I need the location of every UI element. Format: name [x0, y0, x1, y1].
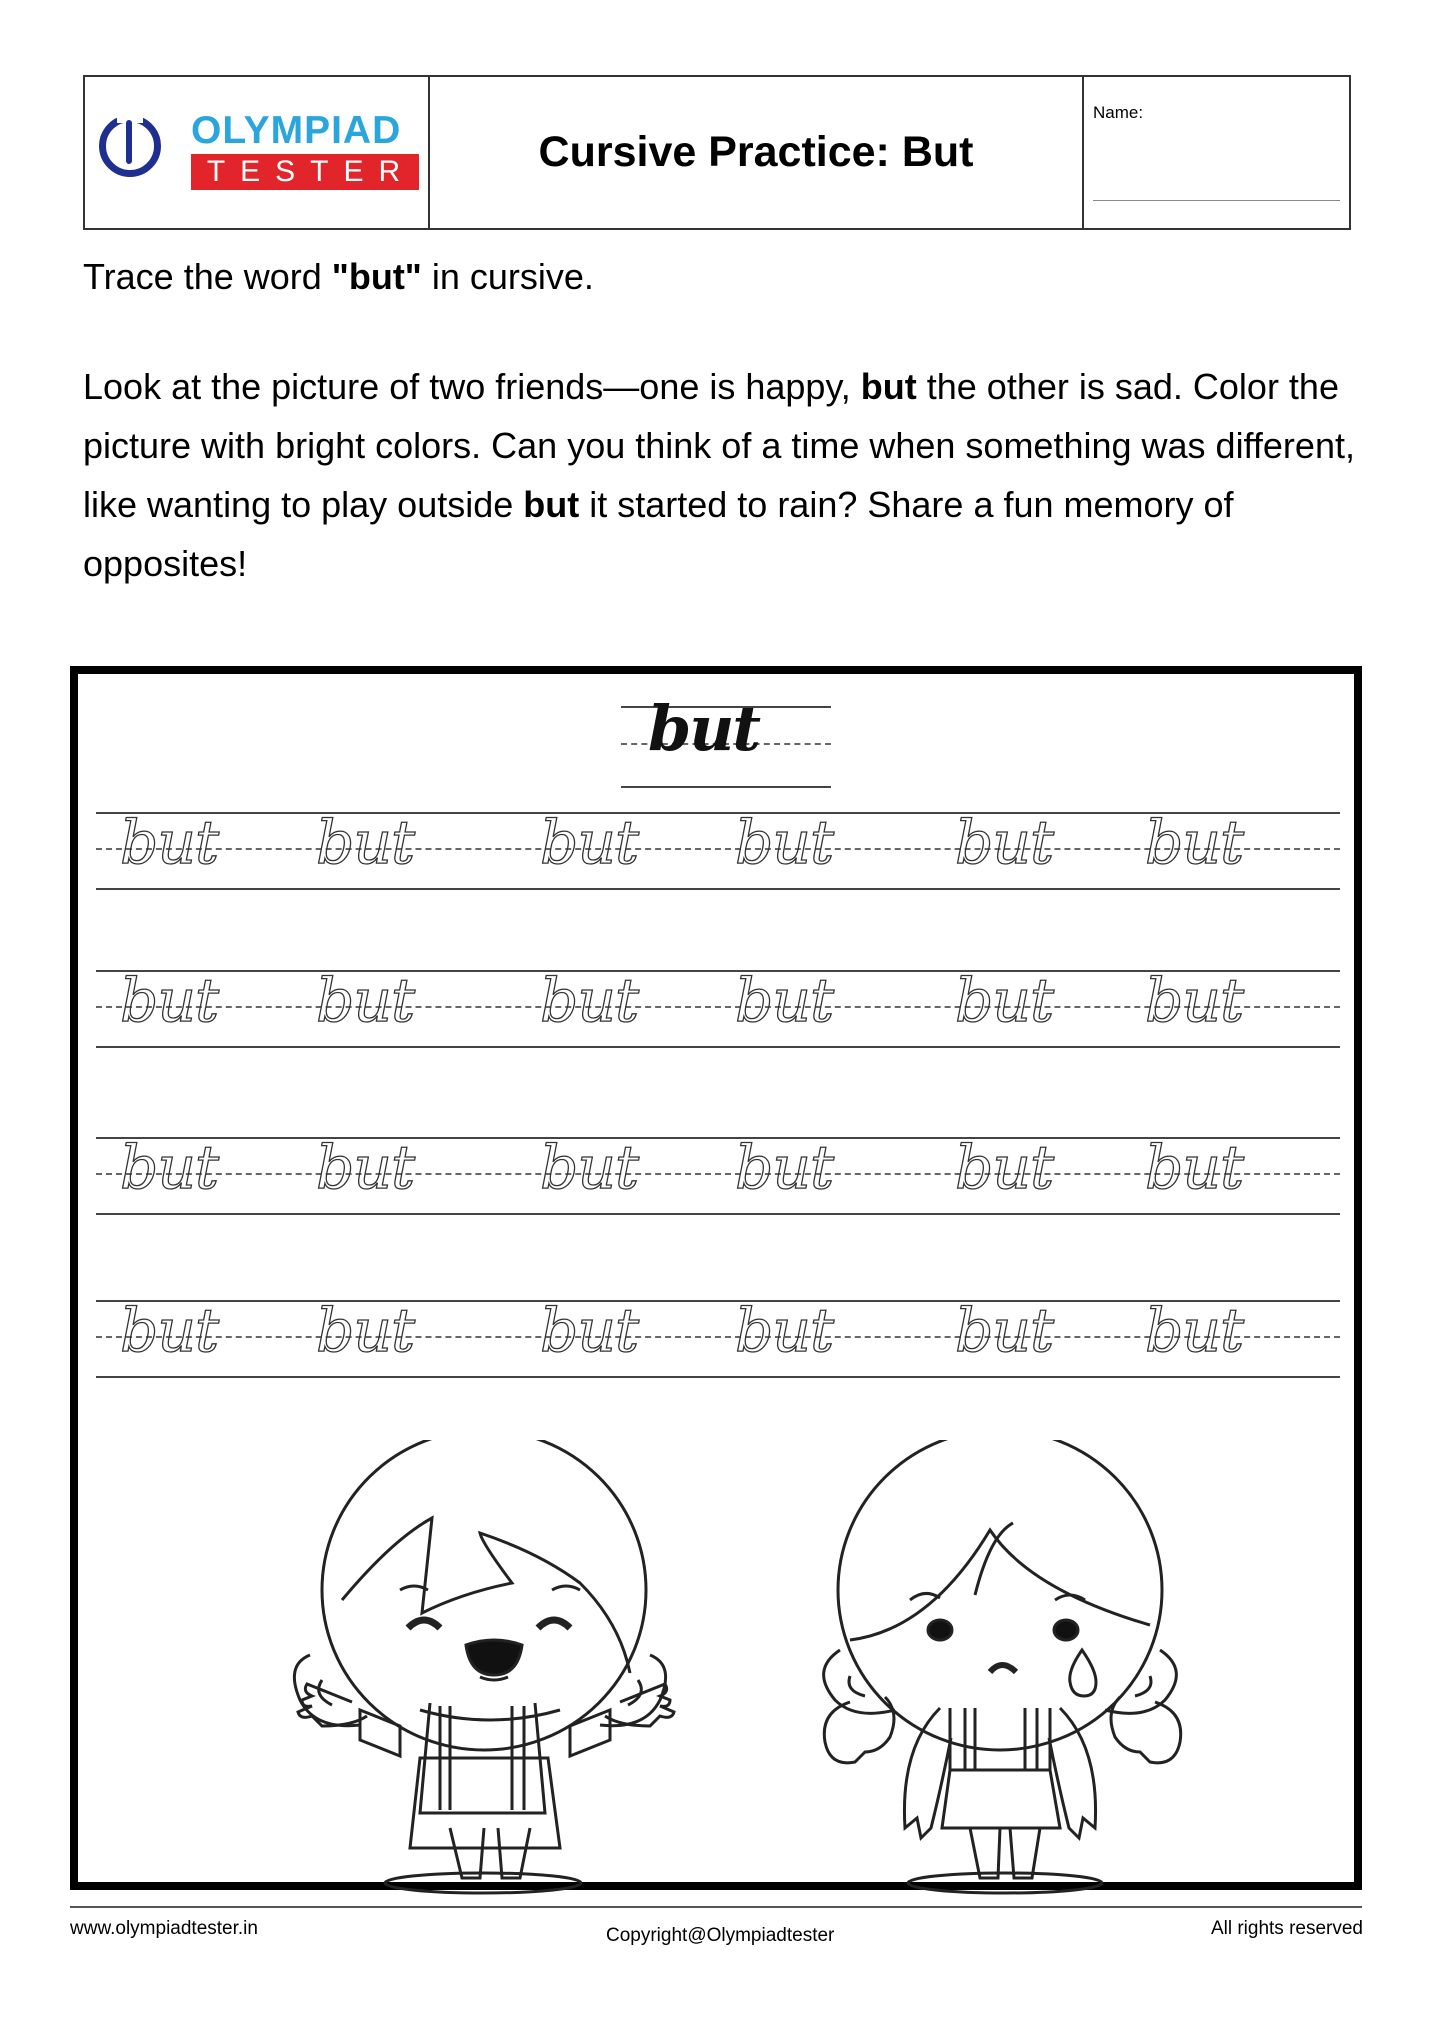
trace-word: but: [540, 1133, 639, 1203]
footer-website-link[interactable]: www.olympiadtester.in: [70, 1918, 258, 1939]
trace-word: but: [735, 966, 834, 1036]
worksheet-header: [83, 75, 1351, 230]
trace-word: but: [316, 966, 415, 1036]
trace-word: but: [540, 808, 639, 878]
trace-word: but: [120, 1133, 219, 1203]
sad-friend-illustration: [810, 1440, 1230, 1900]
footer-copyright: Copyright@Olympiadtester: [606, 1925, 835, 1946]
name-label: Name:: [1093, 103, 1144, 122]
trace-word: but: [316, 1133, 415, 1203]
row-base-line: [96, 888, 1340, 890]
trace-word: but: [316, 808, 415, 878]
footer-divider: [70, 1906, 1362, 1908]
title-cell: [430, 77, 1084, 228]
trace-word: but: [120, 808, 219, 878]
trace-word: but: [955, 1133, 1054, 1203]
row-base-line: [96, 1376, 1340, 1378]
trace-word: but: [735, 808, 834, 878]
trace-word: but: [735, 1296, 834, 1366]
emphasis-but: "but": [331, 256, 422, 297]
logo-tester-text: TESTER: [191, 154, 419, 190]
trace-word: but: [1145, 1133, 1244, 1203]
logo-olympiad-text: OLYMPIAD: [191, 109, 402, 152]
emphasis-but: but: [860, 366, 917, 407]
logo-cell: [85, 77, 430, 228]
trace-instruction: Trace the word "but" in cursive.: [83, 256, 594, 297]
trace-word: but: [120, 1296, 219, 1366]
trace-word: but: [540, 1296, 639, 1366]
trace-word: but: [955, 1296, 1054, 1366]
row-base-line: [96, 1046, 1340, 1048]
trace-word: but: [1145, 808, 1244, 878]
name-field[interactable]: [1093, 200, 1340, 201]
trace-word: but: [1145, 1296, 1244, 1366]
trace-word: but: [955, 966, 1054, 1036]
trace-word: but: [540, 966, 639, 1036]
emphasis-but: but: [523, 484, 580, 525]
logo-t-icon: [126, 120, 132, 164]
model-cursive-word: but: [648, 692, 760, 765]
trace-word: but: [120, 966, 219, 1036]
trace-word: but: [955, 808, 1054, 878]
footer-rights: All rights reserved: [1210, 1918, 1363, 1939]
page-title: Cursive Practice: But: [538, 128, 974, 176]
row-base-line: [96, 1213, 1340, 1215]
trace-word: but: [1145, 966, 1244, 1036]
model-base-line: [621, 786, 831, 788]
activity-paragraph: Look at the picture of two friends—one is happy, but the other is sad. Color the picture with bright colors. Can you think of a time when something was different, like wanting to play outside but it started to rain? Share a fun memory of opposites!: [83, 366, 1355, 584]
name-cell: [1084, 77, 1349, 228]
trace-word: but: [316, 1296, 415, 1366]
happy-friend-illustration: [290, 1440, 790, 1900]
trace-word: but: [735, 1133, 834, 1203]
